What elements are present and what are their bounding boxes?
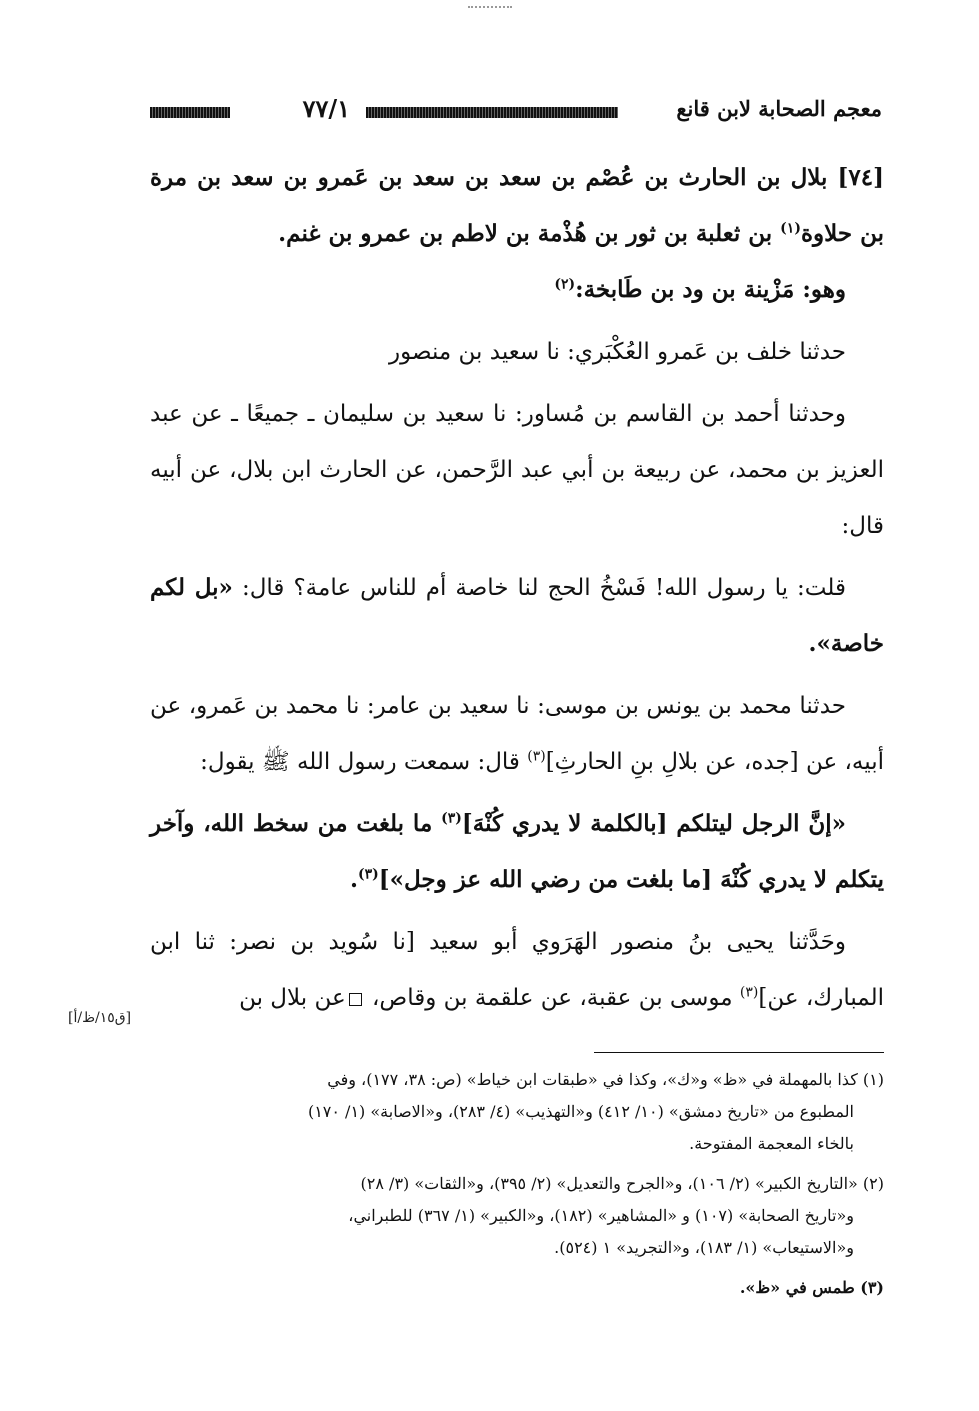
footnote-3: (٣) طمس في «ظ». bbox=[739, 1278, 884, 1297]
top-mark bbox=[468, 6, 512, 11]
footnote-ref: (٢) bbox=[554, 276, 576, 293]
paragraph-text: عن بلال بن bbox=[239, 985, 346, 1011]
footnote-ref: (٣) bbox=[441, 810, 462, 827]
footnote-ref: (١) bbox=[780, 220, 801, 237]
running-header bbox=[150, 94, 882, 130]
folio-marker-icon bbox=[349, 993, 362, 1006]
entry-lineage bbox=[150, 262, 884, 318]
entry-title-line2a: حلاوة bbox=[800, 220, 853, 247]
page-number: ٧٧/١ bbox=[302, 94, 350, 123]
footnote-1 bbox=[150, 1064, 884, 1160]
entry-heading bbox=[150, 150, 884, 262]
manuscript-folio-note: [ق١٥/ظ/أ] bbox=[68, 1010, 132, 1026]
footnotes bbox=[150, 1064, 884, 1312]
entry-title-line2b: بن ثعلبة بن ثور بن هُذْمة بن لاطم بن عمرو بن غنم. bbox=[278, 220, 781, 247]
paragraph-text: قلت: يا رسول الله! فَسْخُ الحج لنا خاصة أم للناس عامة؟ قال: bbox=[232, 575, 846, 601]
lineage-text: وهو: مَزْينة بن ود بن طَابخة: bbox=[575, 276, 846, 303]
footnote-ref: (٣) bbox=[739, 984, 759, 1001]
footnote-2 bbox=[150, 1168, 884, 1264]
hadith-text bbox=[150, 796, 884, 908]
footnote-ref: (٣) bbox=[527, 748, 546, 765]
paragraph bbox=[150, 678, 884, 790]
hadith-part: «إنَّ الرجل ليتلكم [بالكلمة لا يدري كُنْهَ] bbox=[461, 810, 846, 837]
entry-title-line1: بلال بن الحارث بن عُصْم بن سعد بن سعد بن عَمرو بن سعد بن مرة بن bbox=[150, 164, 884, 247]
paragraph: وحدثنا أحمد بن القاسم بن مُساور: نا سعيد بن سليمان ـ جميعًا ـ عن عبد العزيز بن محمد، عن ربيعة بن أبي عبد الرَّحمن، عن الحارث ابن بلال، عن أبيه قال: bbox=[150, 401, 884, 539]
paragraph-text: حدثنا محمد بن يونس بن موسى: نا سعيد بن عامر: نا محمد بن عَمرو، عن أبيه، عن [جده، عن بلالِ بنِ الحارثِ] bbox=[150, 693, 884, 775]
footnote-line: و«الاستيعاب» (١/ ١٨٣)، و«التجريد» ١ (٥٢٤). bbox=[554, 1238, 854, 1257]
paragraph-text: قال: سمعت رسول الله ﷺ يقول: bbox=[200, 749, 528, 775]
hadith-part: . bbox=[349, 866, 358, 893]
footnote-line: (١) كذا بالمهملة في «ظ» و«ك»، وكذا في «طبقات ابن خياط» (ص: ٣٨، ١٧٧)، وفي bbox=[327, 1070, 884, 1089]
header-rule-left bbox=[150, 107, 230, 118]
entry-number: [٧٤] bbox=[837, 164, 884, 191]
hadith-part: ما بلغت من سخط الله، وآخر يتكلم لا يدري كُنْهَ [ما بلغت من رضي الله عز وجل»] bbox=[150, 810, 884, 893]
footnote-line: بالخاء المعجمة المفتوحة. bbox=[689, 1134, 854, 1153]
header-rule-middle bbox=[366, 107, 618, 118]
paragraph bbox=[150, 560, 884, 672]
paragraph-text: وحَدَّثنا يحيى بنُ منصور الهَرَوي أبو سعيد [نا سُويد بن نصر: ثنا ابن المبارك، عن] bbox=[150, 929, 884, 1011]
footnote-line: (٢) «التاريخ الكبير» (٢/ ١٠٦)، و«الجرح والتعديل» (٢/ ٣٩٥)، و«الثقات» (٣/ ٢٨) bbox=[360, 1174, 884, 1193]
paragraph bbox=[150, 914, 884, 1026]
book-title: معجم الصحابة لابن قانع bbox=[676, 96, 882, 121]
footnote-line: المطبوع من «تاريخ دمشق» (١٠/ ٤١٢) و«التهذيب» (٤/ ٢٨٣)، و«الاصابة» (١/ ١٧٠) bbox=[307, 1102, 854, 1121]
footnote-ref: (٣) bbox=[357, 866, 379, 883]
paragraph: حدثنا خلف بن عَمرو العُكْبَري: نا سعيد بن منصور bbox=[389, 339, 846, 365]
main-text bbox=[150, 150, 884, 1026]
paragraph-text: موسى بن عقبة، عن علقمة بن وقاص، bbox=[364, 985, 740, 1011]
footnote-line: و«تاريخ الصحابة» (١٠٧) و «المشاهير» (١٨٢)، و«الكبير» (١/ ٣٦٧) للطبراني، bbox=[348, 1206, 854, 1225]
footnote-separator bbox=[594, 1052, 884, 1053]
hadith-quote: «بل لكم خاصة». bbox=[150, 574, 884, 657]
